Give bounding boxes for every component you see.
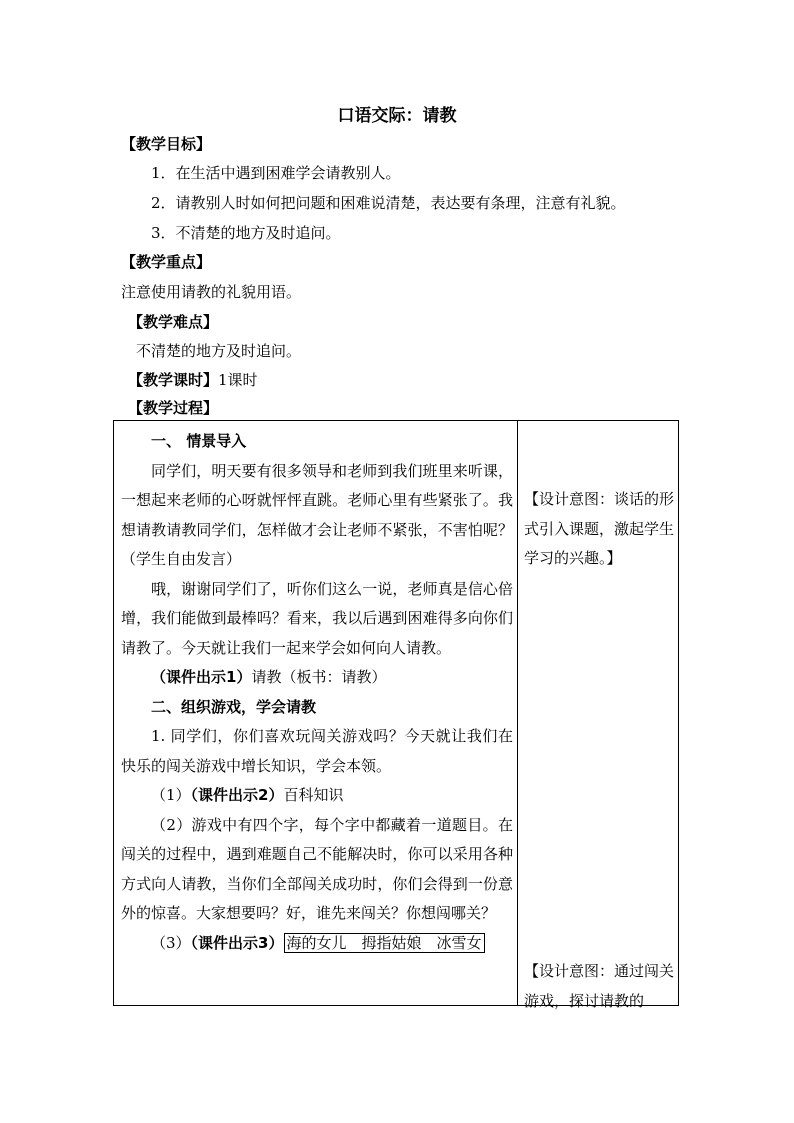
objective-2: 2．请教别人时如何把问题和困难说清楚，表达要有条理，注意有礼貌。	[151, 194, 626, 212]
objective-1: 1．在生活中遇到困难学会请教别人。	[151, 164, 401, 182]
process-main-cell	[121, 427, 513, 958]
item1-line	[121, 781, 513, 811]
process-heading: 【教学过程】	[128, 399, 219, 417]
design-intent-note-1: 【设计意图：谈话的形式引入课题，激起学生学习的兴趣。】	[524, 490, 675, 567]
item3-label: （课件出示3）	[190, 933, 284, 952]
courseware1-text: 请教（板书：请教）	[251, 668, 387, 686]
design-intent-note-2: 【设计意图：通过闯关游戏，探讨请教的	[524, 962, 675, 1010]
courseware1-label: （课件出示1）	[151, 668, 252, 686]
item1-text: 百科知识	[283, 786, 344, 804]
key-points-heading: 【教学重点】	[121, 253, 212, 271]
key-points-text: 注意使用请教的礼貌用语。	[121, 283, 302, 301]
lesson-process-table	[113, 420, 679, 1010]
page-title: 口语交际：请教	[337, 106, 457, 126]
item3-number: （3）	[151, 933, 191, 952]
courseware1-line	[121, 663, 513, 693]
item1-label: （课件出示2）	[190, 786, 284, 804]
item3-boxed-text: 海的女儿 拇指姑娘 冰雪女	[284, 933, 485, 953]
section1-paragraph2: 哦，谢谢同学们了，听你们这么一说，老师真是信心倍增，我们能做到最棒吗？看来，我以后遇到困难得多向你们请教了。今天就让我们一起来学会如何向人请教。	[121, 579, 513, 657]
class-hours-line	[128, 370, 258, 390]
table-column-divider	[517, 421, 518, 1005]
section1-title: 一、 情景导入	[151, 432, 247, 450]
class-hours-heading: 【教学课时】	[128, 371, 219, 389]
difficulties-heading: 【教学难点】	[128, 313, 219, 331]
item3-line	[121, 929, 513, 959]
class-hours-text: 1课时	[218, 371, 258, 389]
item1-number: （1）	[151, 786, 191, 804]
objectives-heading: 【教学目标】	[121, 135, 212, 153]
section2-paragraph1: 1. 同学们，你们喜欢玩闯关游戏吗？今天就让我们在快乐的闯关游戏中增长知识，学会本领。	[121, 727, 513, 775]
objective-3: 3．不清楚的地方及时追问。	[151, 224, 341, 242]
item2-paragraph: （2）游戏中有四个字，每个字中都藏着一道题目。在闯关的过程中，遇到难题自己不能解决时，你可以采用各种方式向人请教，当你们全部闯关成功时，你们会得到一份意外的惊喜。大家想要吗？好，谁先来闯关？你想闯哪关？	[121, 815, 513, 922]
section1-paragraph1: 同学们，明天要有很多领导和老师到我们班里来听课，一想起来老师的心呀就怦怦直跳。老师心里有些紧张了。我想请教请教同学们，怎样做才会让老师不紧张，不害怕呢？（学生自由发言）	[121, 461, 513, 568]
section2-title: 二、组织游戏，学会请教	[151, 697, 317, 716]
difficulties-text: 不清楚的地方及时追问。	[136, 342, 302, 360]
